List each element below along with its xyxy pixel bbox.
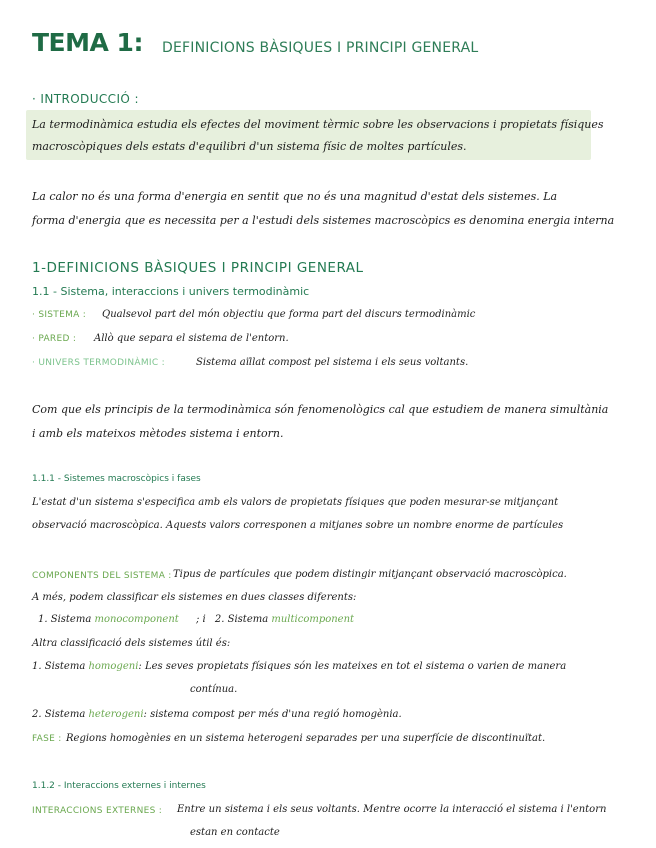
section1-1-1-heading: 1.1.1 - Sistemes macroscòpics i fases <box>32 474 201 484</box>
pared-definition: Allò que separa el sistema de l'entorn. <box>94 333 289 344</box>
section1-heading: 1-DEFINICIONS BÀSIQUES I PRINCIPI GENERAL <box>32 260 364 276</box>
interaccions-externes-label: INTERACCIONS EXTERNES : <box>32 806 163 816</box>
intro-highlight-line1: La termodinàmica estudia els efectes del moviment tèrmic sobre les observacions i propietats físiques <box>32 118 604 131</box>
section1-1-2-heading: 1.1.2 - Interaccions externes i internes <box>32 781 206 791</box>
classification-intro: A més, podem classificar els sistemes en dues classes diferents: <box>32 592 357 603</box>
item2-prefix: 2. Sistema <box>214 614 269 625</box>
univers-definition: Sistema aïllat compost pel sistema i els seus voltants. <box>196 357 469 368</box>
intro-paragraph-line2: forma d'energia que es necessita per a l'estudi dels sistemes macroscòpics es denomina energia interna <box>32 214 615 227</box>
page-title: TEMA 1: <box>32 28 143 57</box>
fase-label: FASE : <box>32 734 62 744</box>
fase-definition: Regions homogènies en un sistema heterogeni separades per una superfície de discontinuïtat. <box>66 733 546 744</box>
heterogeni-definition: : sistema compost per més d'una regió homogènia. <box>143 709 402 720</box>
section1-1-heading: 1.1 - Sistema, interaccions i univers termodinàmic <box>32 285 310 298</box>
homogeni-prefix: 1. Sistema <box>32 661 86 672</box>
heterogeni-line <box>32 709 402 720</box>
components-definition: Tipus de partícules que podem distingir mitjançant observació macroscòpica. <box>173 569 567 580</box>
homogeni-definition: : Les seves propietats físiques són les mateixes en tot el sistema o varien de manera <box>138 661 567 672</box>
classification-item1 <box>38 614 354 625</box>
homogeni-term: homogeni <box>88 661 139 672</box>
univers-label: · UNIVERS TERMODINÀMIC : <box>32 358 165 368</box>
interaccions-externes-definition: Entre un sistema i els seus voltants. Mentre ocorre la interacció el sistema i l'entorn <box>177 804 607 815</box>
section1-paragraph-line1: Com que els principis de la termodinàmica són fenomenològics cal que estudiem de manera simultània <box>32 403 609 416</box>
heterogeni-prefix: 2. Sistema <box>32 709 86 720</box>
intro-highlight-line2: macroscòpiques dels estats d'equilibri d'un sistema físic de moltes partícules. <box>32 140 467 153</box>
item-separator: ; i <box>195 614 206 625</box>
section1-1-1-line1: L'estat d'un sistema s'especifica amb els valors de propietats físiques que poden mesurar-se mitjançant <box>32 497 559 508</box>
components-label: COMPONENTS DEL SISTEMA : <box>32 571 172 581</box>
monocomponent-term: monocomponent <box>94 614 179 625</box>
altra-classificacio: Altra classificació dels sistemes útil és: <box>32 638 231 649</box>
pared-label: · PARED : <box>32 334 77 344</box>
section1-paragraph-line2: i amb els mateixos mètodes sistema i entorn. <box>32 427 284 440</box>
heterogeni-term: heterogeni <box>88 709 144 720</box>
intro-paragraph-line1: La calor no és una forma d'energia en sentit que no és una magnitud d'estat dels sistemes. La <box>32 190 558 203</box>
homogeni-definition-cont: contínua. <box>190 684 238 695</box>
sistema-label: · SISTEMA : <box>32 310 87 320</box>
section1-1-1-line2: observació macroscòpica. Aquests valors corresponen a mitjanes sobre un nombre enorme de partícules <box>32 520 564 531</box>
item1-prefix: 1. Sistema <box>38 614 92 625</box>
homogeni-line <box>32 661 566 672</box>
intro-heading: · INTRODUCCIÓ : <box>32 92 139 106</box>
interaccions-externes-definition-cont: estan en contacte <box>190 827 280 838</box>
page-subtitle: DEFINICIONS BÀSIQUES I PRINCIPI GENERAL <box>162 40 479 56</box>
multicomponent-term: multicomponent <box>271 614 355 625</box>
sistema-definition: Qualsevol part del món objectiu que forma part del discurs termodinàmic <box>102 309 476 320</box>
